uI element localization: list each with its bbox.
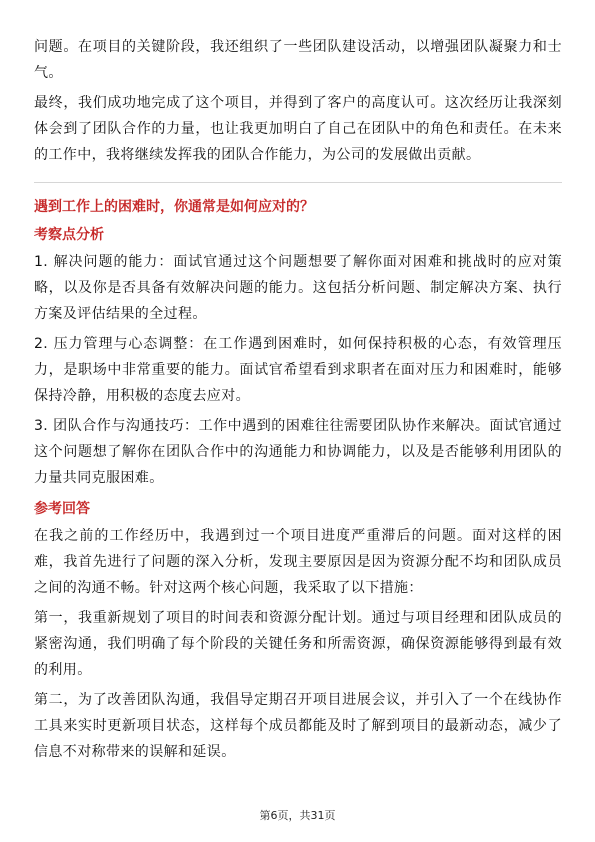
interview-question: 遇到工作上的困难时，你通常是如何应对的？ bbox=[34, 199, 314, 215]
analysis-point: 3. 团队合作与沟通技巧：工作中遇到的困难往往需要团队协作来解决。面试官通过这个问题想了解你在团队合作中的沟通能力和协调能力，以及是否能够利用团队的力量共同克服困难。 bbox=[34, 418, 562, 486]
analysis-heading: 考察点分析 bbox=[34, 227, 104, 243]
answer-paragraph: 第一，我重新规划了项目的时间表和资源分配计划。通过与项目经理和团队成员的紧密沟通，我们明确了每个阶段的关键任务和所需资源，确保资源能够得到最有效的利用。 bbox=[34, 610, 562, 678]
answer-paragraph: 第二，为了改善团队沟通，我倡导定期召开项目进展会议，并引入了一个在线协作工具来实时更新项目状态，这样每个成员都能及时了解到项目的最新动态，减少了信息不对称带来的误解和延误。 bbox=[34, 692, 562, 760]
analysis-point: 1. 解决问题的能力：面试官通过这个问题想要了解你面对困难和挑战时的应对策略，以及你是否具备有效解决问题的能力。这包括分析问题、制定解决方案、执行方案及评估结果的全过程。 bbox=[34, 254, 562, 322]
section-divider bbox=[34, 182, 562, 183]
answer-heading: 参考回答 bbox=[34, 501, 90, 517]
page-number: 第6页，共31页 bbox=[259, 809, 336, 822]
analysis-point: 2. 压力管理与心态调整：在工作遇到困难时，如何保持积极的心态，有效管理压力，是职场中非常重要的能力。面试官希望看到求职者在面对压力和困难时，能够保持冷静，用积极的态度去应对。 bbox=[34, 336, 562, 404]
answer-paragraph: 在我之前的工作经历中，我遇到过一个项目进度严重滞后的问题。面对这样的困难，我首先进行了问题的深入分析，发现主要原因是因为资源分配不均和团队成员之间的沟通不畅。针对这两个核心问题，我采取了以下措施： bbox=[34, 528, 562, 596]
intro-paragraph: 问题。在项目的关键阶段，我还组织了一些团队建设活动，以增强团队凝聚力和士气。 bbox=[34, 39, 562, 81]
intro-paragraph: 最终，我们成功地完成了这个项目，并得到了客户的高度认可。这次经历让我深刻体会到了团队合作的力量，也让我更加明白了自己在团队中的角色和责任。在未来的工作中，我将继续发挥我的团队合作能力，为公司的发展做出贡献。 bbox=[34, 95, 562, 163]
document-page bbox=[34, 34, 562, 769]
